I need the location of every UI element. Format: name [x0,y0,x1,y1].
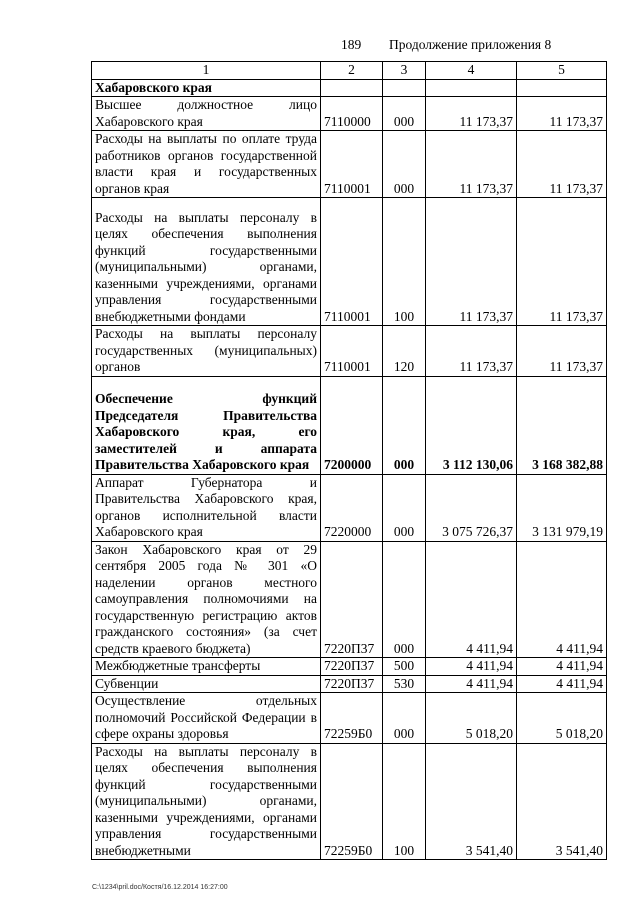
row-type: 000 [383,131,426,198]
table-row [92,198,607,326]
row-code: 72259Б0 [321,743,383,860]
row-value-2014 [426,79,517,97]
column-header: 2 [321,62,383,80]
row-type: 000 [383,693,426,744]
continuation-label: Продолжение приложения 8 [389,37,552,52]
row-value-2014: 3 541,40 [426,743,517,860]
table-row [92,743,607,860]
table-row [92,675,607,693]
column-header-row [92,62,607,80]
row-name: Обеспечение функций Председателя Правительства Хабаровского края, его заместителей и аппарата Правительства Хабаровского края [92,376,321,474]
row-name: Расходы на выплаты персоналу в целях обеспечения выполнения функций государственными (муниципальными) органами, казенными учреждениями, органами управления государственными внебюджетными [92,743,321,860]
column-header: 4 [426,62,517,80]
row-value-2014: 3 075 726,37 [426,474,517,541]
row-code: 7110001 [321,326,383,377]
row-value-2015: 11 173,37 [517,97,607,131]
row-name: Высшее должностное лицо Хабаровского края [92,97,321,131]
table-row [92,474,607,541]
row-code: 7220П37 [321,658,383,676]
budget-table [91,61,607,860]
row-value-2015: 4 411,94 [517,658,607,676]
row-value-2015: 11 173,37 [517,131,607,198]
row-value-2015: 11 173,37 [517,326,607,377]
row-name: Хабаровского края [92,79,321,97]
row-name: Аппарат Губернатора и Правительства Хабаровского края, органов исполнительной власти Хабаровского края [92,474,321,541]
row-name: Субвенции [92,675,321,693]
page-number: 189 [341,37,362,52]
row-value-2014: 4 411,94 [426,658,517,676]
row-value-2015: 3 131 979,19 [517,474,607,541]
column-header: 3 [383,62,426,80]
row-code: 7220П37 [321,541,383,658]
row-type: 500 [383,658,426,676]
row-code [321,79,383,97]
row-type: 000 [383,376,426,474]
row-value-2014: 11 173,37 [426,97,517,131]
row-code: 7110001 [321,131,383,198]
row-value-2015: 4 411,94 [517,675,607,693]
table-row [92,541,607,658]
row-code: 72259Б0 [321,693,383,744]
row-value-2014: 4 411,94 [426,675,517,693]
row-name: Закон Хабаровского края от 29 сентября 2005 года № 301 «О наделении органов местного самоуправления полномочиями на государственную регистрацию актов гражданского состояния» (за счет средств краевого бюджета) [92,541,321,658]
row-name: Осуществление отдельных полномочий Российской Федерации в сфере охраны здоровья [92,693,321,744]
table-row [92,658,607,676]
row-name: Расходы на выплаты персоналу в целях обеспечения выполнения функций государственными (муниципальными) органами, казенными учреждениями, органами управления государственными внебюджетными фондами [92,198,321,326]
row-value-2014: 11 173,37 [426,131,517,198]
row-type [383,79,426,97]
row-type: 000 [383,541,426,658]
row-value-2014: 11 173,37 [426,198,517,326]
row-value-2014: 4 411,94 [426,541,517,658]
row-type: 100 [383,743,426,860]
file-path-footer: C:\1234\pril.doc/Костя/16.12.2014 16:27:00 [92,884,228,891]
row-type: 530 [383,675,426,693]
row-type: 120 [383,326,426,377]
row-code: 7200000 [321,376,383,474]
row-value-2015: 5 018,20 [517,693,607,744]
row-value-2015: 4 411,94 [517,541,607,658]
table-row [92,79,607,97]
row-name: Расходы на выплаты персоналу государственных (муниципальных) органов [92,326,321,377]
row-value-2015: 3 168 382,88 [517,376,607,474]
table-row [92,326,607,377]
table-row [92,97,607,131]
table-row [92,376,607,474]
row-type: 100 [383,198,426,326]
row-name: Расходы на выплаты по оплате труда работников органов государственной власти края и государственных органов края [92,131,321,198]
row-code: 7220000 [321,474,383,541]
row-value-2014: 5 018,20 [426,693,517,744]
row-code: 7220П37 [321,675,383,693]
table-row [92,131,607,198]
row-type: 000 [383,97,426,131]
row-name: Межбюджетные трансферты [92,658,321,676]
row-code: 7110001 [321,198,383,326]
row-value-2014: 3 112 130,06 [426,376,517,474]
table-row [92,693,607,744]
row-value-2014: 11 173,37 [426,326,517,377]
column-header: 1 [92,62,321,80]
row-type: 000 [383,474,426,541]
row-value-2015: 11 173,37 [517,198,607,326]
row-value-2015: 3 541,40 [517,743,607,860]
row-code: 7110000 [321,97,383,131]
page-header [0,37,640,55]
column-header: 5 [517,62,607,80]
row-value-2015 [517,79,607,97]
